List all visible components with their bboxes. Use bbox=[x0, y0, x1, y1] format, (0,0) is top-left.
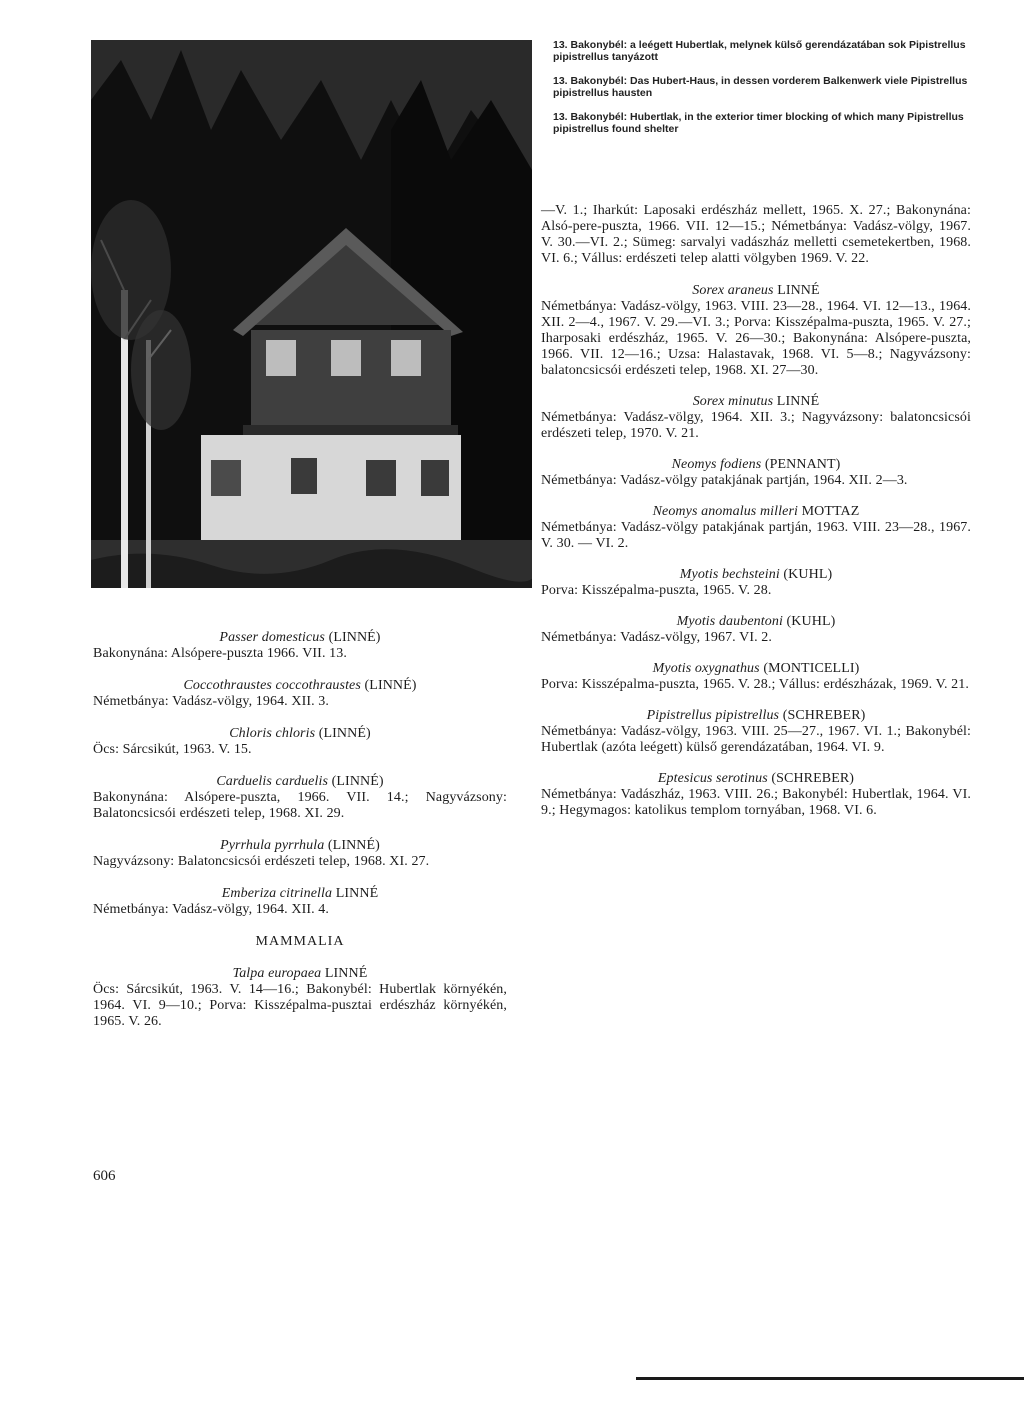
latin-name: Neomys fodiens bbox=[671, 457, 762, 472]
figure-caption bbox=[553, 40, 983, 148]
species-entry bbox=[541, 567, 971, 599]
author-name: LINNÉ bbox=[776, 394, 820, 409]
locality-text: Bakonynána: Alsópere-puszta 1966. VII. 13. bbox=[93, 646, 347, 661]
species-name bbox=[93, 966, 507, 982]
species-name bbox=[93, 678, 507, 694]
species-entry bbox=[93, 678, 507, 710]
author-name: (SCHREBER) bbox=[771, 771, 855, 786]
left-column bbox=[93, 630, 507, 1046]
species-entry bbox=[93, 886, 507, 918]
photo-illustration bbox=[91, 40, 532, 588]
house-photograph bbox=[91, 40, 532, 588]
author-name: (MONTICELLI) bbox=[763, 661, 860, 676]
species-entry bbox=[93, 726, 507, 758]
author-name: (KUHL) bbox=[783, 567, 833, 582]
species-name bbox=[93, 774, 507, 790]
latin-name: Sorex minutus bbox=[692, 394, 774, 409]
locality-text: Németbánya: Vadász-völgy, 1967. VI. 2. bbox=[541, 630, 772, 645]
caption-german: 13. Bakonybél: Das Hubert-Haus, in dessen vorderem Balkenwerk viele Pipistrellus pipistrellus hausten bbox=[553, 75, 968, 99]
species-name bbox=[541, 283, 971, 299]
locality-text: Öcs: Sárcsikút, 1963. V. 15. bbox=[93, 742, 252, 757]
locality-text: Németbánya: Vadászház, 1963. VIII. 26.; Bakonybél: Hubertlak, 1964. VI. 9.; Hegymagos: katolikus templom tornyában, 1968. VI. 6. bbox=[541, 787, 971, 818]
author-name: MOTTAZ bbox=[801, 504, 860, 519]
species-name bbox=[93, 726, 507, 742]
species-entry bbox=[541, 661, 971, 693]
species-entry bbox=[93, 630, 507, 662]
author-name: (LINNÉ) bbox=[328, 630, 381, 645]
locality-text: Porva: Kisszépalma-puszta, 1965. V. 28. bbox=[541, 583, 772, 598]
latin-name: Neomys anomalus milleri bbox=[652, 504, 798, 519]
locality-text: Németbánya: Vadász-völgy, 1964. XII. 3. bbox=[93, 694, 330, 709]
author-name: (KUHL) bbox=[786, 614, 836, 629]
latin-name: Myotis bechsteini bbox=[679, 567, 780, 582]
locality-text: Bakonynána: Alsópere-puszta, 1966. VII. 14.; Nagyvázsony: Balatoncsicsói erdészeti telep, 1968. XI. 29. bbox=[93, 790, 507, 821]
species-entry bbox=[541, 394, 971, 442]
author-name: (LINNÉ) bbox=[318, 726, 371, 741]
page-number: 606 bbox=[93, 1168, 116, 1184]
latin-name: Myotis oxygnathus bbox=[652, 661, 760, 676]
locality-text: Nagyvázsony: Balatoncsicsói erdészeti telep, 1968. XI. 27. bbox=[93, 854, 430, 869]
locality-text: Németbánya: Vadász-völgy, 1964. XII. 4. bbox=[93, 902, 330, 917]
author-name: (SCHREBER) bbox=[782, 708, 866, 723]
latin-name: Eptesicus serotinus bbox=[657, 771, 768, 786]
latin-name: Pipistrellus pipistrellus bbox=[646, 708, 780, 723]
section-heading: MAMMALIA bbox=[255, 934, 345, 949]
author-name: (PENNANT) bbox=[764, 457, 841, 472]
species-entry bbox=[541, 771, 971, 819]
latin-name: Coccothraustes coccothraustes bbox=[183, 678, 361, 693]
locality-text: Németbánya: Vadász-völgy patakjának partján, 1963. VIII. 23—28., 1967. V. 30. — VI. 2. bbox=[541, 520, 971, 551]
caption-hungarian: 13. Bakonybél: a leégett Hubertlak, melynek külső gerendázatában sok Pipistrellus pipistrellus tanyázott bbox=[553, 39, 966, 63]
species-name bbox=[541, 504, 971, 520]
species-name bbox=[93, 838, 507, 854]
locality-text: Németbánya: Vadász-völgy, 1964. XII. 3.; Nagyvázsony: balatoncsicsói erdészeti telep, 1970. V. 21. bbox=[541, 410, 971, 441]
latin-name: Carduelis carduelis bbox=[216, 774, 329, 789]
caption-english: 13. Bakonybél: Hubertlak, in the exterior timer blocking of which many Pipistrellus pipistrellus found shelter bbox=[553, 111, 964, 135]
species-entry bbox=[93, 774, 507, 822]
right-column bbox=[541, 203, 971, 834]
species-entry bbox=[541, 614, 971, 646]
author-name: (LINNÉ) bbox=[364, 678, 417, 693]
bottom-rule bbox=[636, 1377, 1024, 1380]
latin-name: Talpa europaea bbox=[232, 966, 322, 981]
latin-name: Pyrrhula pyrrhula bbox=[220, 838, 325, 853]
species-name bbox=[93, 630, 507, 646]
locality-text: Németbánya: Vadász-völgy, 1963. VIII. 25—27., 1967. VI. 1.; Bakonybél: Hubertlak (azóta leégett) külső gerendázatában, 1964. VI. 9. bbox=[541, 724, 971, 755]
continued-text: —V. 1.; Iharkút: Laposaki erdészház mellett, 1965. X. 27.; Bakonynána: Alsó-pere-puszta, 1966. VII. 12—15.; Németbánya: Vadász-völgy, 1967. V. 30.—VI. 2.; Sümeg: sarvalyi vadászház melletti csemetekertben, 1968. VI. 6.; Vállus: erdészeti telep alatti völgyben 1969. V. 22. bbox=[541, 203, 971, 266]
species-name bbox=[541, 708, 971, 724]
species-name bbox=[93, 886, 507, 902]
species-entry bbox=[93, 838, 507, 870]
species-entry bbox=[541, 283, 971, 379]
author-name: (LINNÉ) bbox=[331, 774, 384, 789]
author-name: LINNÉ bbox=[335, 886, 379, 901]
species-name bbox=[541, 394, 971, 410]
species-name bbox=[541, 661, 971, 677]
latin-name: Passer domesticus bbox=[219, 630, 325, 645]
species-entry bbox=[93, 966, 507, 1030]
author-name: LINNÉ bbox=[324, 966, 368, 981]
species-name bbox=[541, 567, 971, 583]
species-entry bbox=[541, 504, 971, 552]
author-name: LINNÉ bbox=[777, 283, 820, 298]
species-entry bbox=[541, 457, 971, 489]
locality-text: Porva: Kisszépalma-puszta, 1965. V. 28.; Vállus: erdészházak, 1969. V. 21. bbox=[541, 677, 969, 692]
locality-text: Németbánya: Vadász-völgy patakjának partján, 1964. XII. 2—3. bbox=[541, 473, 908, 488]
species-entry bbox=[541, 708, 971, 756]
latin-name: Emberiza citrinella bbox=[221, 886, 333, 901]
latin-name: Chloris chloris bbox=[229, 726, 316, 741]
species-name bbox=[541, 771, 971, 787]
species-name bbox=[541, 457, 971, 473]
locality-text: Németbánya: Vadász-völgy, 1963. VIII. 23—28., 1964. VI. 12—13., 1964. XII. 2—4., 1967. V. 29.—VI. 3.; Porva: Kisszépalma-puszta, 1965. V. 27.; Iharposaki erdészház, 1965. V. 26—30.; Bakonynána: Alsópere-puszta, 1966. VII. 12—16.; Uzsa: Halastavak, 1968. VI. 5—8.; Nagyvázsony: balatoncsicsói erdészeti telep, 1968. XI. 27—30. bbox=[541, 299, 971, 378]
latin-name: Sorex araneus bbox=[692, 283, 774, 298]
species-name bbox=[541, 614, 971, 630]
locality-text: Öcs: Sárcsikút, 1963. V. 14—16.; Bakonybél: Hubertlak környékén, 1964. VI. 9—10.; Porva: Kisszépalma-pusztai erdészház környékén, 1965. V. 26. bbox=[93, 982, 507, 1029]
author-name: (LINNÉ) bbox=[327, 838, 380, 853]
latin-name: Myotis daubentoni bbox=[676, 614, 783, 629]
